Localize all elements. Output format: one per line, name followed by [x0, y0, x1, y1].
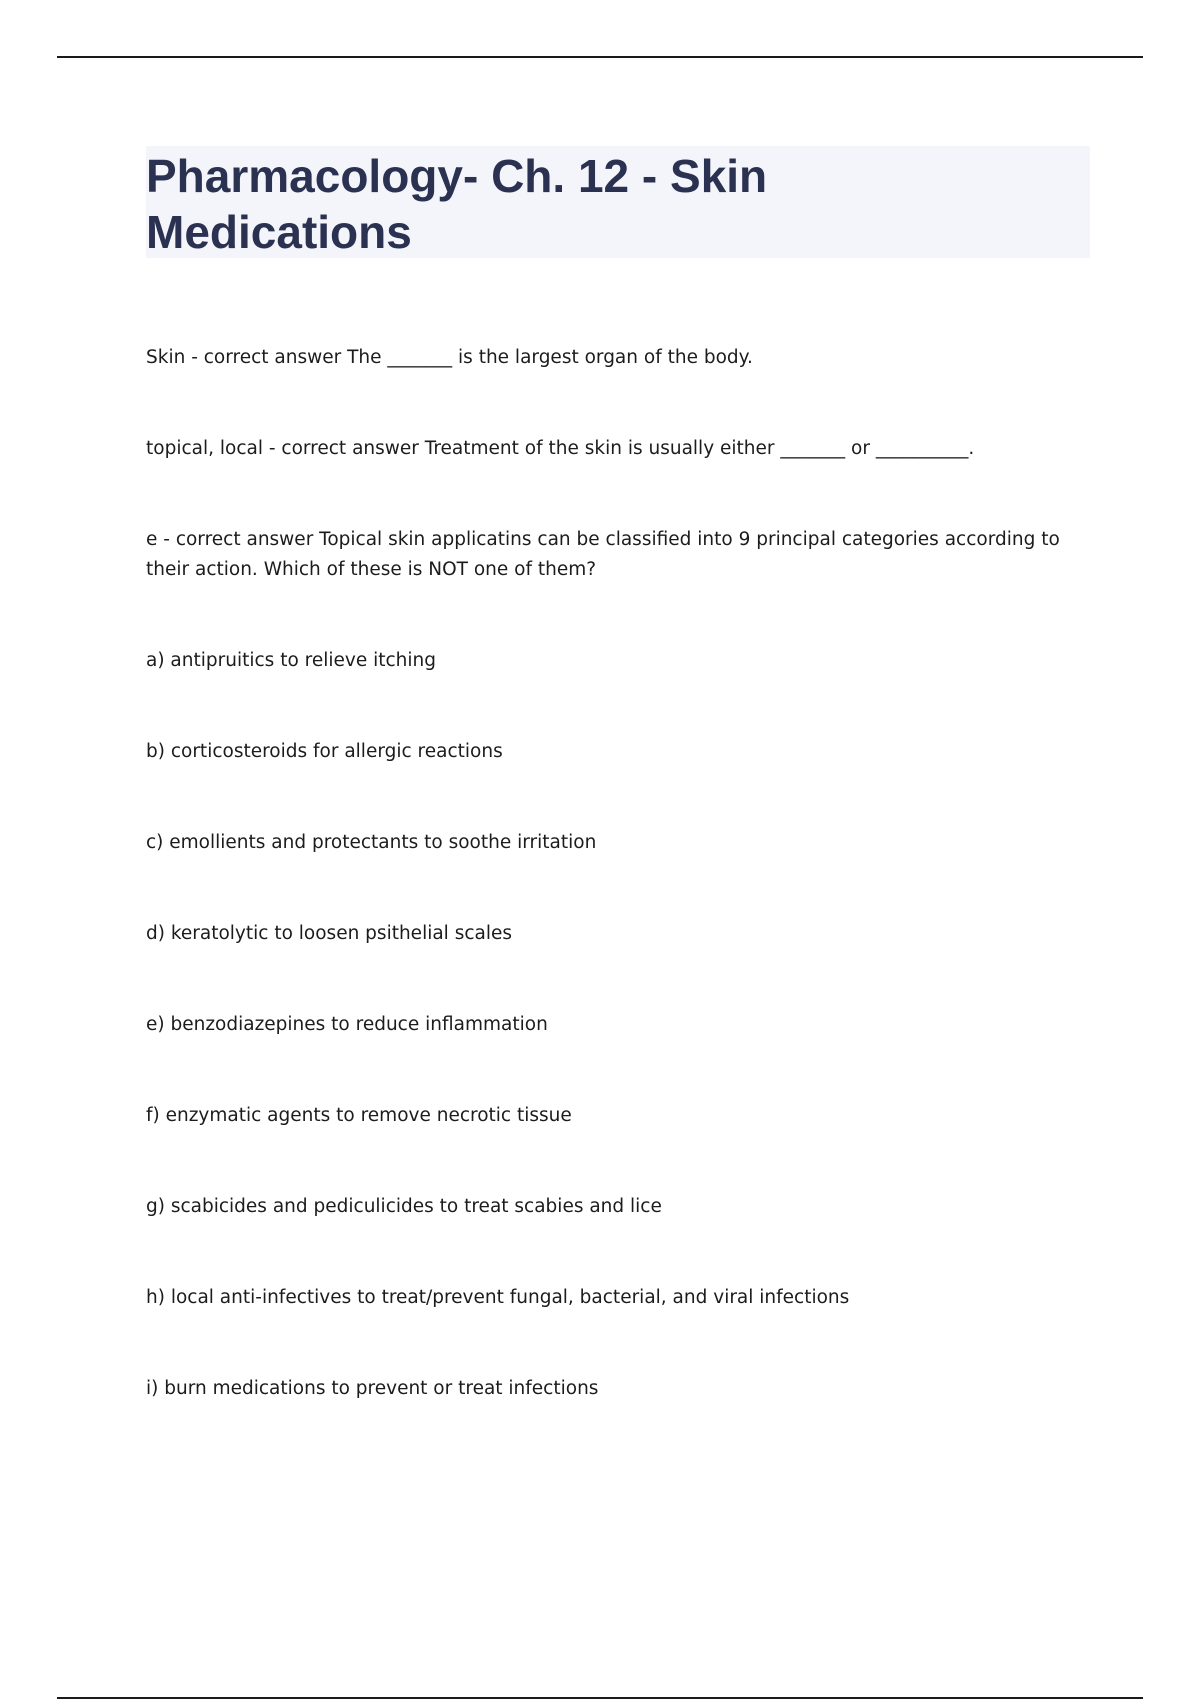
question-paragraph: topical, local - correct answer Treatment of the skin is usually either _______ or __________.: [146, 438, 975, 459]
answer-option: i) burn medications to prevent or treat infections: [146, 1378, 599, 1399]
question-paragraph: e - correct answer Topical skin applicatins can be classified into 9 principal categories according to their action. Which of these is NOT one of them?: [146, 529, 1060, 580]
question-paragraph: Skin - correct answer The _______ is the largest organ of the body.: [146, 347, 753, 368]
document-body: [146, 343, 1086, 1404]
top-rule: [57, 56, 1143, 58]
answer-option: d) keratolytic to loosen psithelial scales: [146, 923, 513, 944]
answer-option: e) benzodiazepines to reduce inflammation: [146, 1014, 548, 1035]
answer-option: f) enzymatic agents to remove necrotic tissue: [146, 1105, 572, 1126]
answer-option: b) corticosteroids for allergic reactions: [146, 741, 503, 762]
answer-option: a) antipruitics to relieve itching: [146, 650, 436, 671]
answer-option: c) emollients and protectants to soothe irritation: [146, 832, 597, 853]
bottom-rule: [57, 1697, 1143, 1699]
title-banner: [146, 146, 1090, 258]
answer-option: h) local anti-infectives to treat/prevent fungal, bacterial, and viral infections: [146, 1287, 850, 1308]
page-title: Pharmacology- Ch. 12 - Skin Medications: [146, 150, 768, 258]
answer-option: g) scabicides and pediculicides to treat scabies and lice: [146, 1196, 662, 1217]
